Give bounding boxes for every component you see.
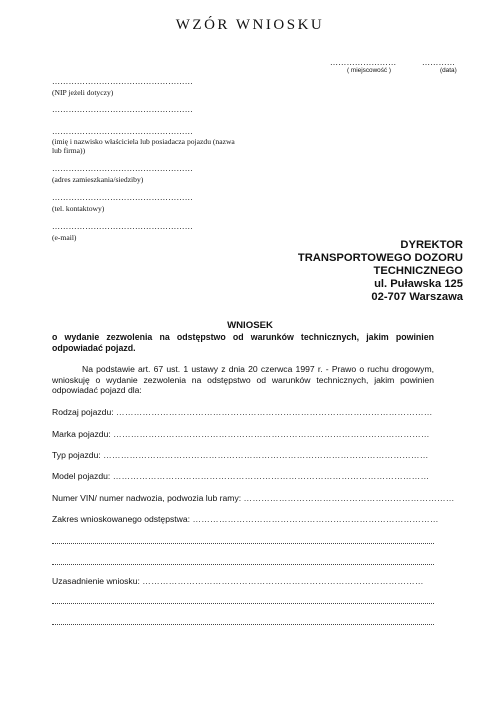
addressee-block — [250, 239, 463, 304]
date-field[interactable]: ………… — [422, 58, 456, 67]
field-vehicle-make[interactable] — [52, 429, 430, 439]
field-label: Zakres wnioskowanego odstępstwa: — [52, 514, 191, 524]
justification-line-3[interactable] — [52, 624, 434, 625]
phone-label: (tel. kontaktowy) — [52, 204, 105, 213]
phone-field[interactable]: …………………………………………… — [52, 193, 194, 202]
owner-name-label: (imię i nazwisko właściciela lub posiadacza pojazdu (nazwa lub firma)) — [52, 137, 235, 155]
field-label: Numer VIN/ numer nadwozia, podwozia lub ramy: — [52, 493, 242, 503]
field-dots[interactable]: ………………………………………………………………………………………………… — [103, 450, 429, 460]
addressee-line-1: DYREKTOR — [400, 239, 463, 251]
field-dots[interactable]: ……………………………………………………………………………………………… — [116, 407, 433, 417]
field-justification[interactable] — [52, 576, 424, 586]
name-field-line-1[interactable]: …………………………………………… — [52, 105, 194, 114]
addressee-line-3: TECHNICZNEGO — [373, 265, 463, 277]
field-dots[interactable]: ……………………………………………………………………………………………… — [113, 429, 430, 439]
request-body: Na podstawie art. 67 ust. 1 ustawy z dnia 20 czerwca 1997 r. - Prawo o ruchu drogowym, wnioskuję o wydanie zezwolenia na odstępstwo od warunków technicznych, jakim powinien odpowiadać pojazd dla: — [52, 364, 434, 395]
field-vin[interactable] — [52, 493, 455, 503]
field-dots[interactable]: ……………………………………………………………………………………………… — [112, 471, 430, 481]
request-heading: WNIOSEK — [227, 320, 273, 331]
field-vehicle-type[interactable] — [52, 450, 429, 460]
field-dots[interactable]: ……………………………………………………………… — [243, 493, 455, 503]
field-vehicle-model[interactable] — [52, 471, 429, 481]
deviation-scope-line-3[interactable] — [52, 564, 434, 565]
field-label: Marka pojazdu: — [52, 429, 111, 439]
justification-line-2[interactable] — [52, 603, 434, 604]
field-label: Model pojazdu: — [52, 471, 111, 481]
field-deviation-scope[interactable] — [52, 514, 439, 524]
addressee-line-4: ul. Puławska 125 — [374, 278, 463, 290]
request-subject: o wydanie zezwolenia na odstępstwo od warunków technicznych, jakim powinien odpowiadać pojazd. — [52, 332, 434, 353]
place-label: ( miejscowość ) — [347, 67, 392, 74]
field-label: Rodzaj pojazdu: — [52, 407, 114, 417]
nip-field[interactable]: …………………………………………… — [52, 77, 194, 86]
field-dots[interactable]: ………………………………………………………………………… — [192, 514, 439, 524]
document-title: WZÓR WNIOSKU — [175, 17, 325, 33]
place-field[interactable]: …………………… — [330, 58, 397, 67]
date-label: (data) — [440, 67, 457, 74]
deviation-scope-line-2[interactable] — [52, 543, 434, 544]
field-label: Uzasadnienie wniosku: — [52, 576, 140, 586]
address-label: (adres zamieszkania/siedziby) — [52, 175, 144, 184]
field-vehicle-kind[interactable] — [52, 407, 433, 417]
email-label: (e-mail) — [52, 233, 77, 242]
field-label: Typ pojazdu: — [52, 450, 101, 460]
addressee-line-2: TRANSPORTOWEGO DOZORU — [297, 252, 463, 264]
email-field[interactable]: …………………………………………… — [52, 222, 194, 231]
addressee-line-5: 02-707 Warszawa — [371, 291, 463, 303]
nip-label: (NIP jeżeli dotyczy) — [52, 88, 114, 97]
field-dots[interactable]: …………………………………………………………………………………… — [142, 576, 424, 586]
name-field-line-2[interactable]: …………………………………………… — [52, 127, 194, 136]
address-field[interactable]: …………………………………………… — [52, 164, 194, 173]
